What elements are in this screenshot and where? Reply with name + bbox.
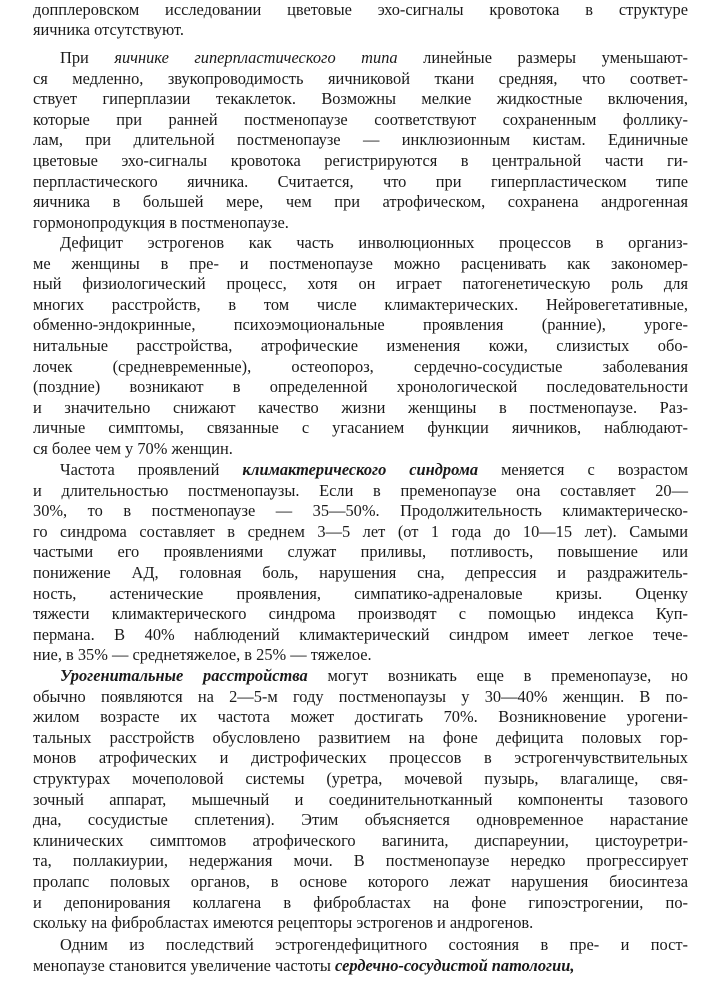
text-line xyxy=(33,0,688,20)
text-line xyxy=(33,831,688,851)
text-run: Одним из последствий эстрогендефицитного состояния в пре- и пост- xyxy=(60,935,688,954)
text-line xyxy=(60,460,688,480)
text-line xyxy=(33,377,688,397)
text-run: яичника в большей мере, чем при атрофическом, сохранена андрогенная xyxy=(33,192,688,212)
text-run: зочный аппарат, мышечный и соединительнотканный компоненты тазового xyxy=(33,789,688,809)
text-run: дна, сосудистые сплетения). Этим объясняется одновременное нарастание xyxy=(33,810,688,830)
text-line xyxy=(33,625,688,645)
text-run: структурах мочеполовой системы (уретра, мочевой пузырь, влагалище, свя- xyxy=(33,769,688,788)
text-run: линейные размеры уменьшают- xyxy=(397,48,689,67)
text-line xyxy=(33,790,688,810)
text-line xyxy=(33,522,688,542)
text-line xyxy=(33,151,688,171)
text-line xyxy=(33,213,688,233)
text-run: клинических симптомов атрофического вагинита, диспареунии, цистоуретри- xyxy=(33,830,688,850)
text-line xyxy=(33,956,688,976)
emphasized-term: сердечно-сосудистой патологии, xyxy=(335,956,575,975)
text-line xyxy=(33,687,688,707)
text-line xyxy=(33,851,688,871)
text-line xyxy=(33,769,688,789)
text-line xyxy=(33,89,688,109)
text-line xyxy=(33,872,688,892)
text-run: ся медленно, звукопроводимость яичниковой ткани средняя, что соответ- xyxy=(33,68,688,88)
text-line xyxy=(33,645,688,665)
text-run: При xyxy=(60,48,115,67)
text-line xyxy=(33,254,688,274)
text-line xyxy=(33,728,688,748)
text-run: Частота проявлений xyxy=(60,460,243,479)
text-run: лочек (средневременные), остеопороз, сердечно-сосудистые заболевания xyxy=(33,356,688,376)
text-line xyxy=(33,69,688,89)
text-run: меняется с возрастом xyxy=(478,460,688,479)
emphasized-term: климактерического синдрома xyxy=(242,460,479,479)
text-line xyxy=(60,935,688,955)
text-line xyxy=(33,315,688,335)
text-line xyxy=(33,336,688,356)
text-line xyxy=(60,48,688,68)
text-run: го синдрома составляет в среднем 3—5 лет (от 1 года до 10—15 лет). Самыми xyxy=(33,521,688,541)
text-run: могут возникать еще в пременопаузе, но xyxy=(307,666,688,685)
text-line xyxy=(33,418,688,438)
text-run: тальных расстройств обусловлено развитием на фоне дефицита половых гор- xyxy=(33,727,688,747)
text-run: (поздние) возникают в определенной хронологической последовательности xyxy=(33,377,688,397)
text-run: Дефицит эстрогенов как часть инволюционных процессов в организ- xyxy=(60,233,688,252)
text-run: многих расстройств, в том числе климактерических. Нейровегетативные, xyxy=(33,294,688,314)
emphasized-term: Урогенитальные расстройства xyxy=(60,666,308,685)
text-line xyxy=(33,707,688,727)
text-line xyxy=(33,810,688,830)
text-line xyxy=(33,584,688,604)
text-run: ствует гиперплазии текаклеток. Возможны мелкие жидкостные включения, xyxy=(33,89,688,109)
text-line xyxy=(33,295,688,315)
text-run: лам, при длительной постменопаузе — инклюзионным кистам. Единичные xyxy=(33,130,688,150)
text-run: тяжести климактерического синдрома производят с помощью индекса Куп- xyxy=(33,604,688,624)
text-line xyxy=(33,481,688,501)
text-line xyxy=(33,20,688,40)
text-line xyxy=(33,172,688,192)
text-line xyxy=(33,893,688,913)
text-run: пермана. В 40% наблюдений климактерический синдром имеет легкое тече- xyxy=(33,624,688,644)
text-line xyxy=(33,501,688,521)
text-line xyxy=(33,130,688,150)
text-run: та, поллакиурии, недержания мочи. В постменопаузе нередко прогрессирует xyxy=(33,851,688,871)
text-run: обменно-эндокринные, психоэмоциональные проявления (ранние), уроге- xyxy=(33,315,688,335)
text-line xyxy=(33,542,688,562)
text-line xyxy=(60,666,688,686)
text-line xyxy=(33,357,688,377)
text-run: и длительностью постменопаузы. Если в пременопаузе она составляет 20— xyxy=(33,480,688,500)
text-run: которые при ранней постменопаузе соответствуют сохраненным фоллику- xyxy=(33,109,688,129)
text-run: монов атрофических и дистрофических процессов в эстрогенчувствительных xyxy=(33,748,688,768)
text-line xyxy=(33,439,688,459)
text-run: и депонирования коллагена в фибробластах на фоне гипоэстрогении, по- xyxy=(33,892,688,912)
text-run: пролапс половых органов, в основе которого лежат нарушения биосинтеза xyxy=(33,872,688,891)
text-run: ный физиологический процесс, хотя он играет патогенетическую роль для xyxy=(33,274,688,294)
text-line xyxy=(33,748,688,768)
text-run: 30%, то в постменопаузе — 35—50%. Продолжительность климактерическо- xyxy=(33,501,688,521)
text-line xyxy=(33,398,688,418)
text-run: и значительно снижают качество жизни женщины в постменопаузе. Раз- xyxy=(33,397,688,417)
text-run: жилом возрасте их частота может достигать 70%. Возникновение урогени- xyxy=(33,707,688,727)
text-run: гормонопродукция в постменопаузе. xyxy=(33,212,289,232)
text-line xyxy=(33,604,688,624)
text-line xyxy=(60,233,688,253)
text-line xyxy=(33,274,688,294)
text-run: личные симптомы, связанные с угасанием функции яичников, наблюдают- xyxy=(33,418,688,438)
text-line xyxy=(33,110,688,130)
text-run: яичника отсутствуют. xyxy=(33,20,185,40)
text-run: ся более чем у 70% женщин. xyxy=(33,439,233,458)
text-run: частыми его проявлениями служат приливы, потливость, повышение или xyxy=(33,542,688,562)
text-line xyxy=(33,913,688,933)
text-run: цветовые эхо-сигналы кровотока регистрируются в центральной части ги- xyxy=(33,151,688,170)
text-run: ме женщины в пре- и постменопаузе можно расценивать как закономер- xyxy=(33,253,688,273)
text-run: скольку на фибробластах имеются рецепторы эстрогенов и андрогенов. xyxy=(33,913,534,933)
text-run: менопаузе становится увеличение частоты xyxy=(33,956,336,975)
text-run: обычно появляются на 2—5-м году постменопаузы у 30—40% женщин. В по- xyxy=(33,686,688,706)
text-run: нитальные расстройства, атрофические изменения кожи, слизистых обо- xyxy=(33,336,688,355)
emphasized-term: яичнике гиперпластического типа xyxy=(114,48,398,67)
text-run: перпластического яичника. Считается, что при гиперпластическом типе xyxy=(33,171,688,191)
text-run: ние, в 35% — среднетяжелое, в 25% — тяжелое. xyxy=(33,645,372,665)
text-line xyxy=(33,192,688,212)
text-line xyxy=(33,563,688,583)
text-run: понижение АД, головная боль, нарушения сна, депрессия и раздражитель- xyxy=(33,563,688,582)
text-run: ность, астенические проявления, симпатико-адреналовые кризы. Оценку xyxy=(33,583,688,603)
text-run: допплеровском исследовании цветовые эхо-сигналы кровотока в структуре xyxy=(33,0,688,19)
